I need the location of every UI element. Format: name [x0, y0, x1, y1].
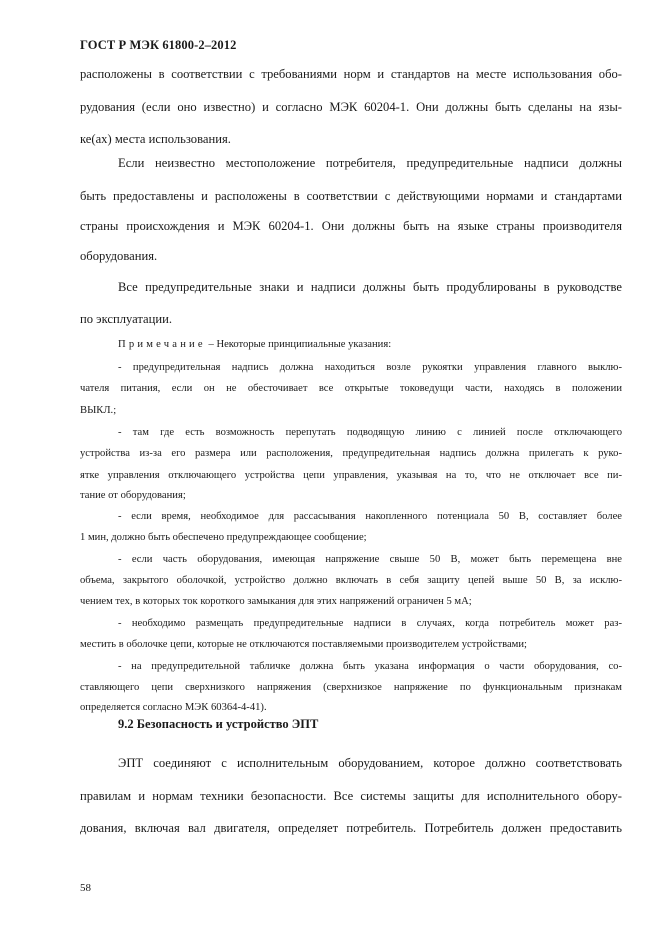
note-item-line: - если время, необходимое для рассасывания накопленного потенциала 50 В, составляет более — [118, 511, 622, 522]
paragraph-line: правилам и нормам техники безопасности. Все системы защиты для исполнительного обору- — [80, 789, 622, 803]
section-heading: 9.2 Безопасность и устройство ЭПТ — [118, 717, 319, 731]
paragraph-line: страны происхождения и МЭК 60204-1. Они должны быть на языке страны производителя — [80, 219, 622, 233]
paragraph-line: быть предоставлены и расположены в соответствии с действующими нормами и стандартами — [80, 189, 622, 203]
note-item-line: определяется согласно МЭК 60364-4-41). — [80, 702, 267, 713]
note-item-line: чателя питания, если он не обесточивает все открытые токоведущи части, находясь в положении — [80, 383, 622, 394]
note-item-line: устройства из-за его размера или расположения, предупредительная надпись должна прилегать к руко- — [80, 448, 622, 459]
page-number: 58 — [80, 882, 91, 894]
paragraph-line: оборудования. — [80, 249, 158, 263]
paragraph-line: ЭПТ соединяют с исполнительным оборудованием, которое должно соответствовать — [118, 756, 622, 770]
paragraph-line: Если неизвестно местоположение потребителя, предупредительные надписи должны — [118, 156, 622, 170]
paragraph-line: дования, включая вал двигателя, определяет потребитель. Потребитель должен предоставить — [80, 821, 622, 835]
document-header: ГОСТ Р МЭК 61800-2–2012 — [80, 38, 237, 52]
note-item-line: местить в оболочке цепи, которые не отключаются поставляемыми производителем устройствами; — [80, 639, 527, 650]
note-item-line: - на предупредительной табличке должна быть указана информация о части оборудования, со- — [118, 661, 622, 672]
note-item-line: - предупредительная надпись должна находиться возле рукоятки управления главного выклю- — [118, 362, 622, 373]
note-item-line: - там где есть возможность перепутать подводящую линию с линией после отключающего — [118, 427, 622, 438]
note-item-line: - если часть оборудования, имеющая напряжение свыше 50 В, может быть перемещена вне — [118, 554, 622, 565]
paragraph-line: рудования (если оно известно) и согласно МЭК 60204-1. Они должны быть сделаны на язы- — [80, 100, 622, 114]
note-intro: – Некоторые принципиальные указания: — [205, 339, 392, 350]
paragraph-line: по эксплуатации. — [80, 312, 173, 326]
note-item-line: ставляющего цепи сверхнизкого напряжения (сверхнизкое напряжение по функциональным признакам — [80, 682, 622, 693]
paragraph-line: ке(ах) места использования. — [80, 132, 231, 146]
note-item-line: чением тех, в которых ток короткого замыкания для этих напряжений ограничен 5 мА; — [80, 596, 472, 607]
note-item-line: - необходимо размещать предупредительные надписи в случаях, когда потребитель может раз- — [118, 618, 622, 629]
paragraph-line: расположены в соответствии с требованиями норм и стандартов на месте использования обо- — [80, 67, 622, 81]
note-label: Примечание — [118, 339, 206, 350]
paragraph-line: Все предупредительные знаки и надписи должны быть продублированы в руководстве — [118, 280, 622, 294]
note-item-line: ВЫКЛ.; — [80, 405, 117, 416]
note-item-line: ятке управления отключающего устройства цепи управления, указывая на то, что не отключает все пи- — [80, 470, 622, 481]
note-item-line: 1 мин, должно быть обеспечено предупреждающее сообщение; — [80, 532, 367, 543]
note-item-line: тание от оборудования; — [80, 490, 186, 501]
note-item-line: объема, закрытого оболочкой, устройство должно включать в себя защиту цепей выше 50 В, за исклю- — [80, 575, 622, 586]
note-heading — [118, 338, 622, 352]
